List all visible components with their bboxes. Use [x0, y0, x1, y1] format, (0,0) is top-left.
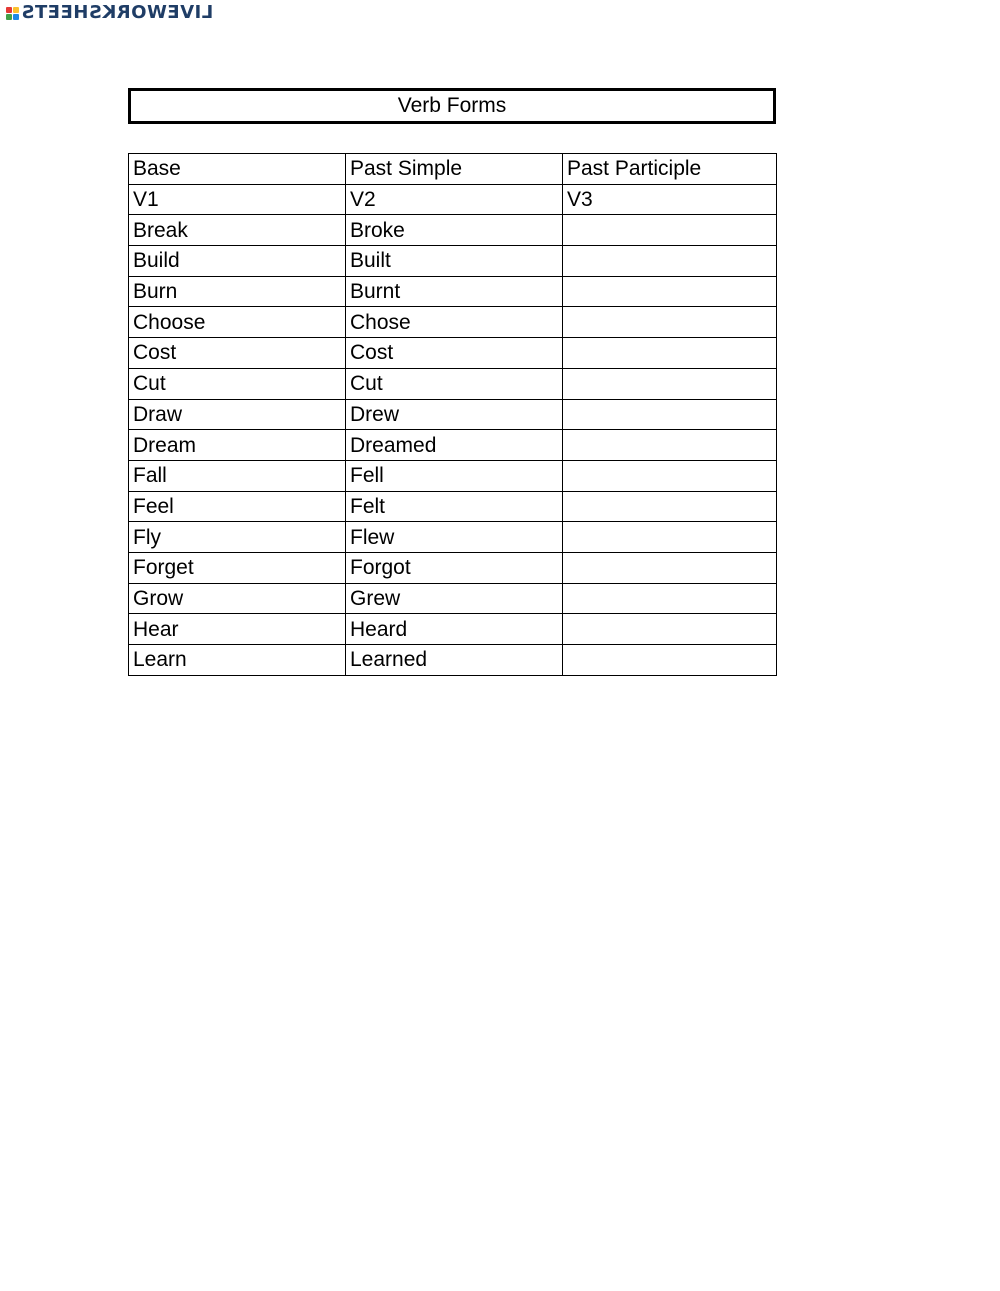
past-participle-answer-cell[interactable] [563, 399, 777, 430]
header-row [129, 154, 777, 185]
column-header-base: Base [129, 154, 346, 185]
past-simple-cell: Cut [346, 368, 563, 399]
table-row [129, 614, 777, 645]
past-simple-cell: Fell [346, 460, 563, 491]
base-cell: Grow [129, 583, 346, 614]
logo-square-green [6, 14, 12, 20]
base-cell: Hear [129, 614, 346, 645]
past-simple-cell: Forgot [346, 552, 563, 583]
table-row [129, 552, 777, 583]
base-cell: Fall [129, 460, 346, 491]
past-participle-answer-cell[interactable] [563, 645, 777, 676]
past-simple-cell: Flew [346, 522, 563, 553]
past-participle-answer-cell[interactable] [563, 246, 777, 277]
base-cell: Learn [129, 645, 346, 676]
table-row [129, 307, 777, 338]
past-participle-answer-cell[interactable] [563, 430, 777, 461]
table-row [129, 522, 777, 553]
verb-table-body [129, 154, 777, 676]
base-cell: Choose [129, 307, 346, 338]
past-simple-cell: Felt [346, 491, 563, 522]
past-participle-answer-cell[interactable] [563, 552, 777, 583]
table-row [129, 399, 777, 430]
past-participle-answer-cell[interactable] [563, 338, 777, 369]
worksheet-title: Verb Forms [397, 94, 507, 117]
logo-mark-icon [6, 7, 19, 20]
base-cell: Break [129, 215, 346, 246]
past-simple-cell: Broke [346, 215, 563, 246]
past-participle-answer-cell[interactable] [563, 614, 777, 645]
table-row [129, 460, 777, 491]
base-cell: Burn [129, 276, 346, 307]
base-cell: Cut [129, 368, 346, 399]
past-simple-cell: Learned [346, 645, 563, 676]
past-simple-cell: Heard [346, 614, 563, 645]
past-simple-cell: Cost [346, 338, 563, 369]
base-cell: Fly [129, 522, 346, 553]
table-row [129, 491, 777, 522]
past-participle-answer-cell[interactable] [563, 307, 777, 338]
table-row [129, 368, 777, 399]
past-participle-answer-cell[interactable] [563, 215, 777, 246]
label-v1: V1 [129, 184, 346, 215]
column-header-past-participle: Past Participle [563, 154, 777, 185]
base-cell: Dream [129, 430, 346, 461]
past-participle-answer-cell[interactable] [563, 583, 777, 614]
base-cell: Draw [129, 399, 346, 430]
table-row [129, 276, 777, 307]
label-row [129, 184, 777, 215]
verb-forms-table [128, 153, 777, 676]
worksheet-title-box [128, 88, 776, 124]
table-row [129, 583, 777, 614]
label-v3: V3 [563, 184, 777, 215]
label-v2: V2 [346, 184, 563, 215]
past-simple-cell: Grew [346, 583, 563, 614]
past-participle-answer-cell[interactable] [563, 522, 777, 553]
table-row [129, 215, 777, 246]
base-cell: Feel [129, 491, 346, 522]
column-header-past-simple: Past Simple [346, 154, 563, 185]
past-simple-cell: Dreamed [346, 430, 563, 461]
past-participle-answer-cell[interactable] [563, 368, 777, 399]
past-participle-answer-cell[interactable] [563, 460, 777, 491]
logo-text: LIVEWORKSHEETS [21, 2, 214, 23]
past-simple-cell: Built [346, 246, 563, 277]
past-simple-cell: Burnt [346, 276, 563, 307]
past-participle-answer-cell[interactable] [563, 491, 777, 522]
base-cell: Cost [129, 338, 346, 369]
past-participle-answer-cell[interactable] [563, 276, 777, 307]
base-cell: Forget [129, 552, 346, 583]
logo-square-red [6, 7, 12, 13]
table-row [129, 645, 777, 676]
table-row [129, 246, 777, 277]
logo-square-yellow [13, 7, 19, 13]
past-simple-cell: Chose [346, 307, 563, 338]
past-simple-cell: Drew [346, 399, 563, 430]
table-row [129, 430, 777, 461]
liveworksheets-logo [6, 3, 213, 23]
table-row [129, 338, 777, 369]
logo-square-blue [13, 14, 19, 20]
base-cell: Build [129, 246, 346, 277]
